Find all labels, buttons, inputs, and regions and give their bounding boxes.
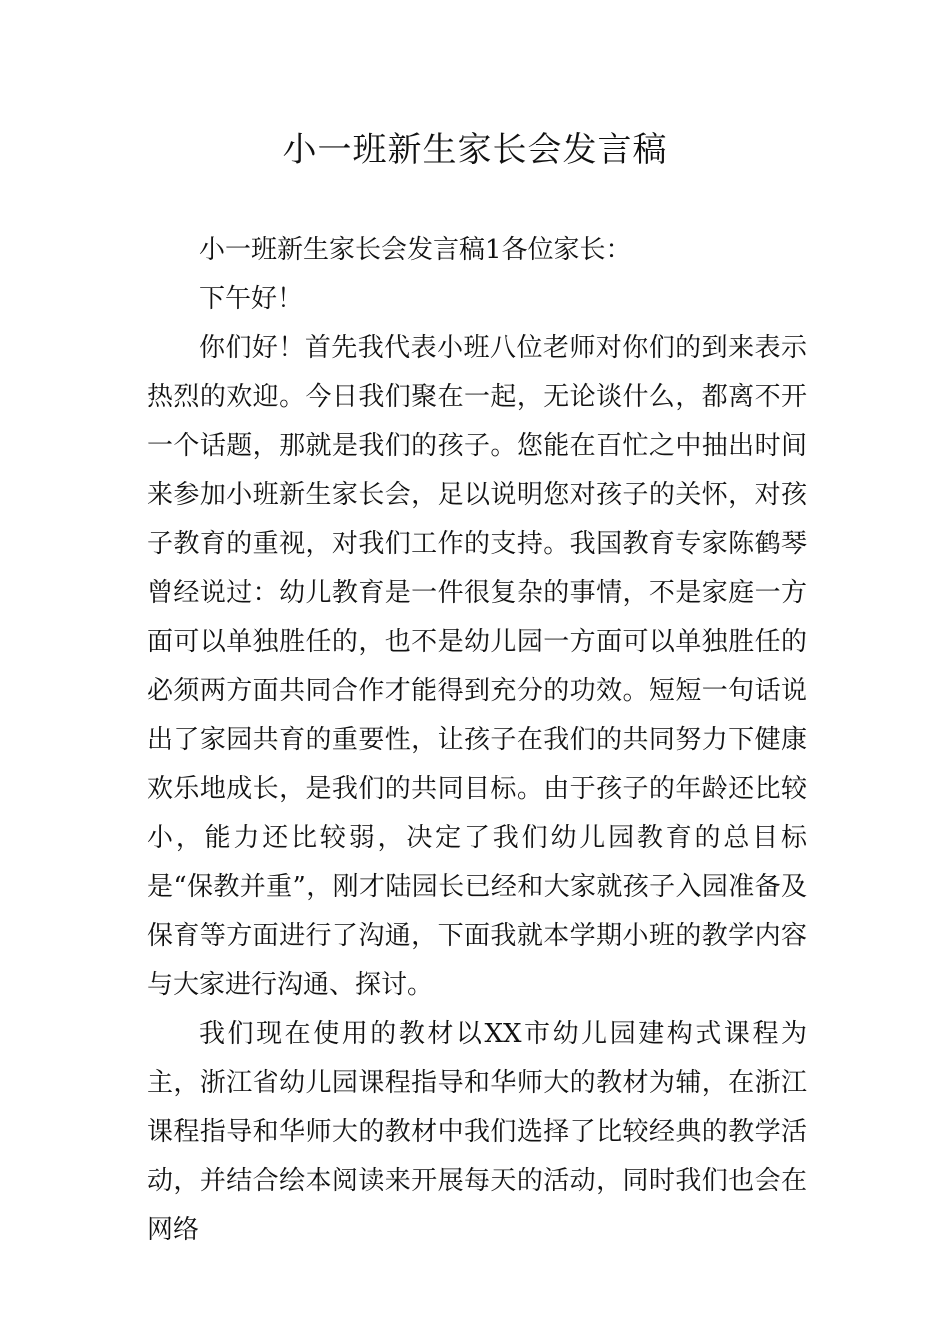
document-title: 小一班新生家长会发言稿 — [282, 130, 668, 170]
paragraph-curriculum: 我们现在使用的教材以XX市幼儿园建构式课程为主，浙江省幼儿园课程指导和华师大的教材为辅，在浙江课程指导和华师大的教材中我们选择了比较经典的教学活动，并结合绘本阅读来开展每天的活动，同时我们也会在网络 — [147, 1019, 807, 1245]
paragraph-greeting: 下午好！ — [199, 284, 304, 314]
paragraph-heading: 小一班新生家长会发言稿1各位家长： — [199, 235, 632, 265]
document-body — [147, 226, 807, 1255]
paragraph-welcome: 你们好！首先我代表小班八位老师对你们的到来表示热烈的欢迎。今日我们聚在一起，无论谈什么，都离不开一个话题，那就是我们的孩子。您能在百忙之中抽出时间来参加小班新生家长会，足以说明您对孩子的关怀，对孩子教育的重视，对我们工作的支持。我国教育专家陈鹤琴曾经说过：幼儿教育是一件很复杂的事情，不是家庭一方面可以单独胜任的，也不是幼儿园一方面可以单独胜任的必须两方面共同合作才能得到充分的功效。短短一句话说出了家园共育的重要性，让孩子在我们的共同努力下健康欢乐地成长，是我们的共同目标。由于孩子的年龄还比较小，能力还比较弱，决定了我们幼儿园教育的总目标是“保教并重”，刚才陆园长已经和大家就孩子入园准备及保育等方面进行了沟通，下面我就本学期小班的教学内容与大家进行沟通、探讨。 — [147, 333, 807, 1000]
